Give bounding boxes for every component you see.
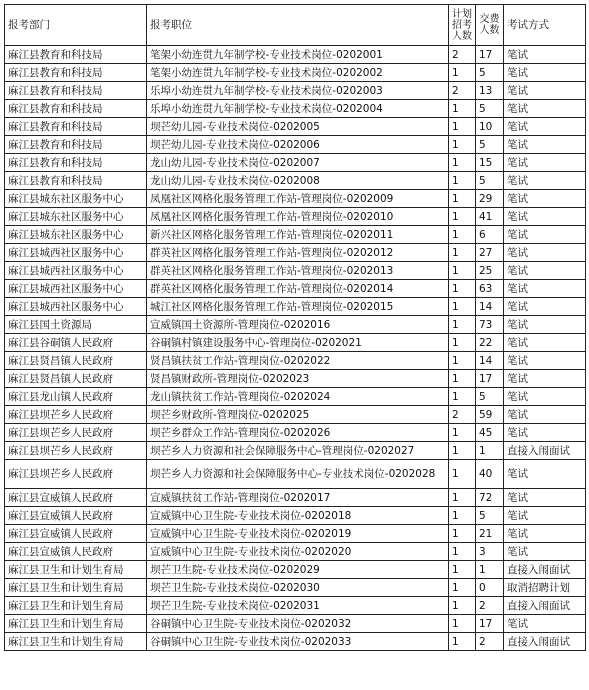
table-row <box>5 561 586 579</box>
cell-fee-count: 25 <box>476 262 504 280</box>
cell-position: 群英社区网格化服务管理工作站-管理岗位-0202014 <box>147 280 449 298</box>
cell-position: 龙山镇扶贫工作站-管理岗位-0202024 <box>147 388 449 406</box>
cell-position: 乐埠小幼连贯九年制学校-专业技术岗位-0202003 <box>147 82 449 100</box>
cell-fee-count: 17 <box>476 615 504 633</box>
cell-dept: 麻江县教育和科技局 <box>5 154 147 172</box>
cell-position: 宣威镇中心卫生院-专业技术岗位-0202019 <box>147 525 449 543</box>
table-row <box>5 424 586 442</box>
table-row <box>5 615 586 633</box>
cell-plan-count: 1 <box>449 118 476 136</box>
cell-fee-count: 1 <box>476 561 504 579</box>
cell-plan-count: 1 <box>449 507 476 525</box>
cell-fee-count: 72 <box>476 489 504 507</box>
cell-plan-count: 1 <box>449 460 476 489</box>
cell-fee-count: 1 <box>476 442 504 460</box>
cell-position: 宣威镇扶贫工作站-管理岗位-0202017 <box>147 489 449 507</box>
cell-exam-mode: 笔试 <box>504 136 586 154</box>
cell-exam-mode: 笔试 <box>504 244 586 262</box>
cell-plan-count: 1 <box>449 100 476 118</box>
table-row <box>5 280 586 298</box>
cell-dept: 麻江县宣威镇人民政府 <box>5 543 147 561</box>
cell-plan-count: 1 <box>449 280 476 298</box>
cell-fee-count: 15 <box>476 154 504 172</box>
table-row <box>5 298 586 316</box>
table-row <box>5 172 586 190</box>
cell-dept: 麻江县龙山镇人民政府 <box>5 388 147 406</box>
cell-exam-mode: 笔试 <box>504 280 586 298</box>
cell-plan-count: 1 <box>449 489 476 507</box>
cell-position: 凤凰社区网格化服务管理工作站-管理岗位-0202009 <box>147 190 449 208</box>
cell-plan-count: 1 <box>449 172 476 190</box>
cell-position: 群英社区网格化服务管理工作站-管理岗位-0202012 <box>147 244 449 262</box>
cell-dept: 麻江县城东社区服务中心 <box>5 226 147 244</box>
cell-position: 笔架小幼连贯九年制学校-专业技术岗位-0202002 <box>147 64 449 82</box>
cell-exam-mode: 笔试 <box>504 82 586 100</box>
cell-fee-count: 22 <box>476 334 504 352</box>
cell-fee-count: 59 <box>476 406 504 424</box>
cell-position: 乐埠小幼连贯九年制学校-专业技术岗位-0202004 <box>147 100 449 118</box>
cell-fee-count: 40 <box>476 460 504 489</box>
cell-position: 龙山幼儿园-专业技术岗位-0202007 <box>147 154 449 172</box>
cell-exam-mode: 直接入闱面试 <box>504 597 586 615</box>
table-row <box>5 460 586 489</box>
cell-exam-mode: 笔试 <box>504 226 586 244</box>
cell-plan-count: 1 <box>449 525 476 543</box>
cell-fee-count: 6 <box>476 226 504 244</box>
cell-exam-mode: 笔试 <box>504 406 586 424</box>
cell-plan-count: 1 <box>449 226 476 244</box>
cell-fee-count: 14 <box>476 352 504 370</box>
cell-position: 宣威镇国土资源所-管理岗位-0202016 <box>147 316 449 334</box>
cell-plan-count: 1 <box>449 316 476 334</box>
cell-plan-count: 1 <box>449 370 476 388</box>
cell-exam-mode: 笔试 <box>504 298 586 316</box>
cell-position: 坝芒卫生院-专业技术岗位-0202031 <box>147 597 449 615</box>
table-row <box>5 226 586 244</box>
cell-fee-count: 17 <box>476 370 504 388</box>
cell-fee-count: 5 <box>476 388 504 406</box>
cell-position: 坝芒卫生院-专业技术岗位-0202029 <box>147 561 449 579</box>
cell-plan-count: 1 <box>449 424 476 442</box>
table-row <box>5 489 586 507</box>
cell-exam-mode: 直接入闱面试 <box>504 561 586 579</box>
cell-exam-mode: 笔试 <box>504 118 586 136</box>
cell-position: 坝芒乡人力资源和社会保障服务中心-专业技术岗位-0202028 <box>147 460 449 489</box>
table-row <box>5 406 586 424</box>
cell-fee-count: 5 <box>476 172 504 190</box>
cell-exam-mode: 笔试 <box>504 100 586 118</box>
cell-fee-count: 14 <box>476 298 504 316</box>
cell-plan-count: 1 <box>449 615 476 633</box>
cell-exam-mode: 笔试 <box>504 388 586 406</box>
cell-exam-mode: 笔试 <box>504 507 586 525</box>
header-dept: 报考部门 <box>5 5 147 46</box>
table-row <box>5 46 586 64</box>
cell-exam-mode: 直接入闱面试 <box>504 633 586 651</box>
cell-dept: 麻江县卫生和计划生育局 <box>5 615 147 633</box>
cell-plan-count: 2 <box>449 82 476 100</box>
cell-dept: 麻江县教育和科技局 <box>5 136 147 154</box>
cell-exam-mode: 笔试 <box>504 208 586 226</box>
cell-plan-count: 2 <box>449 46 476 64</box>
cell-position: 坝芒乡人力资源和社会保障服务中心-管理岗位-0202027 <box>147 442 449 460</box>
table-row <box>5 82 586 100</box>
cell-dept: 麻江县宣威镇人民政府 <box>5 507 147 525</box>
cell-plan-count: 1 <box>449 262 476 280</box>
cell-dept: 麻江县城东社区服务中心 <box>5 208 147 226</box>
recruitment-table <box>4 4 586 651</box>
table-row <box>5 316 586 334</box>
cell-exam-mode: 笔试 <box>504 334 586 352</box>
cell-exam-mode: 直接入闱面试 <box>504 442 586 460</box>
cell-dept: 麻江县卫生和计划生育局 <box>5 561 147 579</box>
cell-plan-count: 1 <box>449 244 476 262</box>
table-row <box>5 352 586 370</box>
cell-dept: 麻江县教育和科技局 <box>5 118 147 136</box>
cell-dept: 麻江县卫生和计划生育局 <box>5 579 147 597</box>
cell-fee-count: 5 <box>476 64 504 82</box>
cell-plan-count: 1 <box>449 352 476 370</box>
table-row <box>5 525 586 543</box>
cell-exam-mode: 笔试 <box>504 489 586 507</box>
cell-exam-mode: 笔试 <box>504 316 586 334</box>
cell-fee-count: 17 <box>476 46 504 64</box>
cell-plan-count: 1 <box>449 190 476 208</box>
cell-position: 凤凰社区网格化服务管理工作站-管理岗位-0202010 <box>147 208 449 226</box>
cell-fee-count: 3 <box>476 543 504 561</box>
cell-plan-count: 1 <box>449 154 476 172</box>
cell-dept: 麻江县教育和科技局 <box>5 46 147 64</box>
cell-exam-mode: 笔试 <box>504 64 586 82</box>
cell-fee-count: 0 <box>476 579 504 597</box>
cell-dept: 麻江县卫生和计划生育局 <box>5 597 147 615</box>
cell-position: 坝芒乡财政所-管理岗位-0202025 <box>147 406 449 424</box>
cell-fee-count: 13 <box>476 82 504 100</box>
cell-fee-count: 5 <box>476 136 504 154</box>
cell-plan-count: 1 <box>449 334 476 352</box>
cell-fee-count: 2 <box>476 633 504 651</box>
table-row <box>5 190 586 208</box>
cell-exam-mode: 笔试 <box>504 424 586 442</box>
header-exam-mode: 考试方式 <box>504 5 586 46</box>
table-row <box>5 64 586 82</box>
cell-fee-count: 41 <box>476 208 504 226</box>
cell-plan-count: 2 <box>449 406 476 424</box>
cell-position: 坝芒卫生院-专业技术岗位-0202030 <box>147 579 449 597</box>
cell-position: 坝芒幼儿园-专业技术岗位-0202005 <box>147 118 449 136</box>
cell-dept: 麻江县国土资源局 <box>5 316 147 334</box>
cell-fee-count: 2 <box>476 597 504 615</box>
table-row <box>5 100 586 118</box>
table-row <box>5 442 586 460</box>
cell-fee-count: 63 <box>476 280 504 298</box>
table-row <box>5 579 586 597</box>
cell-dept: 麻江县坝芒乡人民政府 <box>5 406 147 424</box>
cell-dept: 麻江县坝芒乡人民政府 <box>5 424 147 442</box>
header-plan-count: 计划招考人数 <box>449 5 476 46</box>
cell-plan-count: 1 <box>449 388 476 406</box>
cell-exam-mode: 笔试 <box>504 370 586 388</box>
table-row <box>5 370 586 388</box>
cell-dept: 麻江县城西社区服务中心 <box>5 244 147 262</box>
cell-position: 宣威镇中心卫生院-专业技术岗位-0202020 <box>147 543 449 561</box>
cell-dept: 麻江县城西社区服务中心 <box>5 298 147 316</box>
table-row <box>5 388 586 406</box>
cell-position: 宣威镇中心卫生院-专业技术岗位-0202018 <box>147 507 449 525</box>
cell-plan-count: 1 <box>449 136 476 154</box>
table-row <box>5 208 586 226</box>
table-row <box>5 262 586 280</box>
cell-fee-count: 5 <box>476 100 504 118</box>
table-row <box>5 507 586 525</box>
cell-fee-count: 73 <box>476 316 504 334</box>
cell-position: 坝芒幼儿园-专业技术岗位-0202006 <box>147 136 449 154</box>
table-row <box>5 543 586 561</box>
cell-exam-mode: 笔试 <box>504 262 586 280</box>
cell-exam-mode: 笔试 <box>504 460 586 489</box>
cell-plan-count: 1 <box>449 579 476 597</box>
cell-dept: 麻江县宣威镇人民政府 <box>5 525 147 543</box>
header-fee-count: 交费人数 <box>476 5 504 46</box>
cell-position: 谷硐镇村镇建设服务中心-管理岗位-0202021 <box>147 334 449 352</box>
cell-dept: 麻江县坝芒乡人民政府 <box>5 460 147 489</box>
table-row <box>5 597 586 615</box>
cell-exam-mode: 笔试 <box>504 190 586 208</box>
cell-dept: 麻江县谷硐镇人民政府 <box>5 334 147 352</box>
cell-exam-mode: 笔试 <box>504 615 586 633</box>
cell-dept: 麻江县城西社区服务中心 <box>5 280 147 298</box>
cell-dept: 麻江县城西社区服务中心 <box>5 262 147 280</box>
table-row <box>5 118 586 136</box>
cell-exam-mode: 笔试 <box>504 352 586 370</box>
cell-dept: 麻江县教育和科技局 <box>5 82 147 100</box>
cell-fee-count: 29 <box>476 190 504 208</box>
cell-position: 谷硐镇中心卫生院-专业技术岗位-0202033 <box>147 633 449 651</box>
cell-position: 坝芒乡群众工作站-管理岗位-0202026 <box>147 424 449 442</box>
cell-dept: 麻江县教育和科技局 <box>5 64 147 82</box>
cell-fee-count: 21 <box>476 525 504 543</box>
header-position: 报考职位 <box>147 5 449 46</box>
header-row <box>5 5 586 46</box>
cell-dept: 麻江县城东社区服务中心 <box>5 190 147 208</box>
cell-fee-count: 45 <box>476 424 504 442</box>
cell-fee-count: 5 <box>476 507 504 525</box>
cell-exam-mode: 笔试 <box>504 543 586 561</box>
cell-exam-mode: 笔试 <box>504 154 586 172</box>
cell-plan-count: 1 <box>449 597 476 615</box>
cell-dept: 麻江县教育和科技局 <box>5 172 147 190</box>
cell-plan-count: 1 <box>449 64 476 82</box>
cell-dept: 麻江县教育和科技局 <box>5 100 147 118</box>
cell-position: 贤昌镇财政所-管理岗位-0202023 <box>147 370 449 388</box>
table-row <box>5 154 586 172</box>
cell-exam-mode: 笔试 <box>504 172 586 190</box>
table-row <box>5 633 586 651</box>
cell-fee-count: 10 <box>476 118 504 136</box>
cell-position: 城江社区网格化服务管理工作站-管理岗位-0202015 <box>147 298 449 316</box>
cell-plan-count: 1 <box>449 208 476 226</box>
cell-exam-mode: 笔试 <box>504 46 586 64</box>
cell-position: 笔架小幼连贯九年制学校-专业技术岗位-0202001 <box>147 46 449 64</box>
table-row <box>5 244 586 262</box>
cell-fee-count: 27 <box>476 244 504 262</box>
cell-plan-count: 1 <box>449 633 476 651</box>
cell-dept: 麻江县卫生和计划生育局 <box>5 633 147 651</box>
cell-dept: 麻江县贤昌镇人民政府 <box>5 352 147 370</box>
cell-dept: 麻江县宣威镇人民政府 <box>5 489 147 507</box>
cell-plan-count: 1 <box>449 442 476 460</box>
cell-plan-count: 1 <box>449 543 476 561</box>
cell-position: 谷硐镇中心卫生院-专业技术岗位-0202032 <box>147 615 449 633</box>
table-row <box>5 136 586 154</box>
cell-exam-mode: 取消招聘计划 <box>504 579 586 597</box>
cell-plan-count: 1 <box>449 561 476 579</box>
cell-dept: 麻江县坝芒乡人民政府 <box>5 442 147 460</box>
cell-position: 龙山幼儿园-专业技术岗位-0202008 <box>147 172 449 190</box>
cell-dept: 麻江县贤昌镇人民政府 <box>5 370 147 388</box>
cell-exam-mode: 笔试 <box>504 525 586 543</box>
cell-position: 新兴社区网格化服务管理工作站-管理岗位-0202011 <box>147 226 449 244</box>
table-row <box>5 334 586 352</box>
cell-position: 贤昌镇扶贫工作站-管理岗位-0202022 <box>147 352 449 370</box>
cell-position: 群英社区网格化服务管理工作站-管理岗位-0202013 <box>147 262 449 280</box>
cell-plan-count: 1 <box>449 298 476 316</box>
